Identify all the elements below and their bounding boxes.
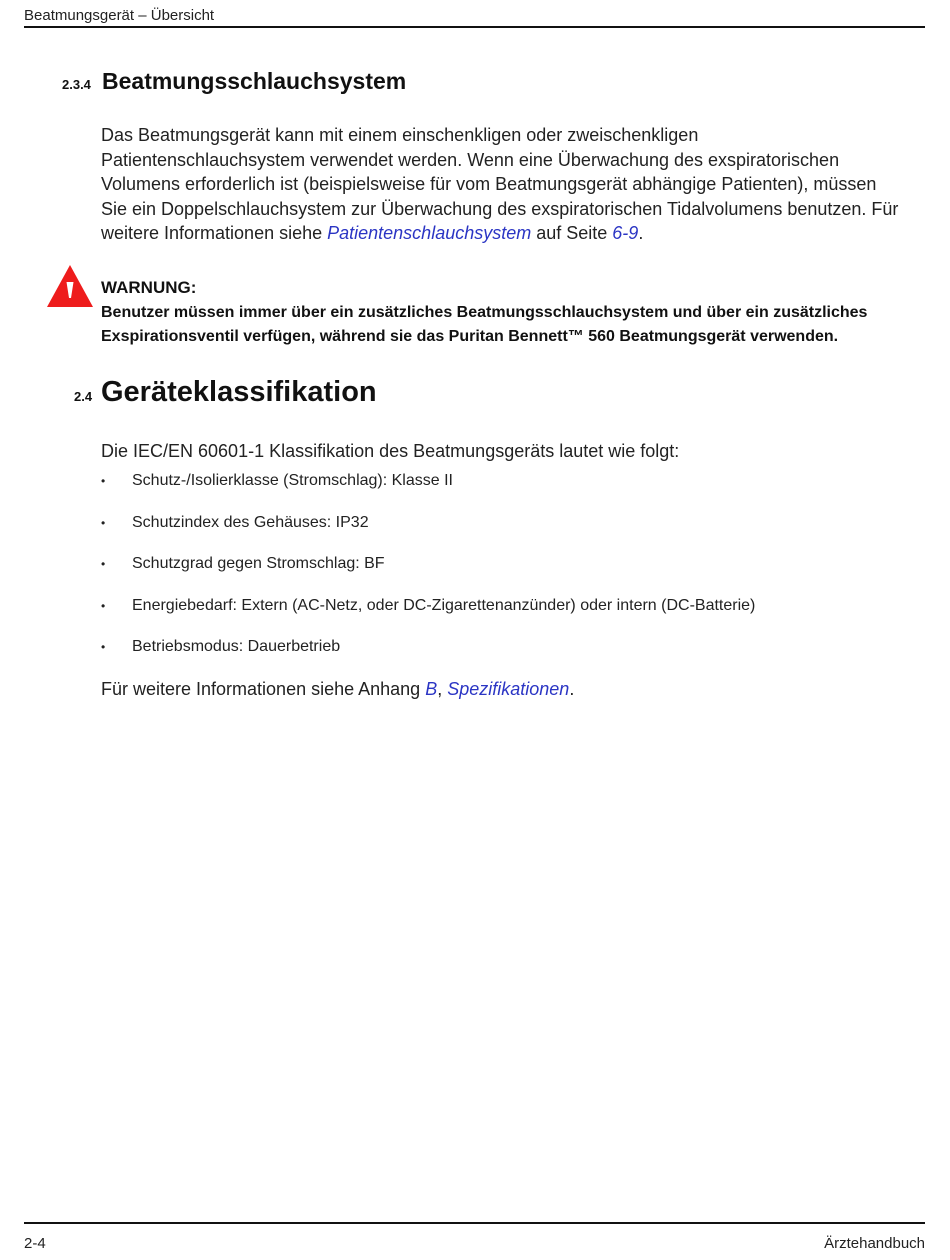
section-paragraph <box>101 123 901 246</box>
section-title: Beatmungsschlauchsystem <box>102 68 407 94</box>
paragraph-end: . <box>638 223 644 243</box>
bullet-icon: • <box>101 474 106 488</box>
footnote-text: Für weitere Informationen siehe Anhang <box>101 679 426 699</box>
paragraph-text: Das Beatmungsgerät kann mit einem einschenkligen oder zweischenkligen Patientenschlauchsystem verwendet werden. Wenn eine Überwachung des exspiratorischen Volumens erforderlich ist (beispielsweise für vom Beatmungsgerät abhängige Patienten), müssen Sie ein Doppelschlauchsystem zur Überwachung des exspiratorischen Tidalvolumens benutzen. Für weitere Informationen siehe <box>101 125 899 243</box>
footer-rule <box>24 1222 925 1224</box>
spezifikationen-link[interactable]: Spezifikationen <box>447 679 570 699</box>
appendix-reference <box>101 679 574 700</box>
appendix-b-link[interactable]: B <box>425 679 438 699</box>
list-item-text: Energiebedarf: Extern (AC-Netz, oder DC-Zigarettenanzünder) oder intern (DC-Batterie) <box>132 596 756 614</box>
section-title: Geräteklassifikation <box>101 376 377 408</box>
bullet-icon: • <box>101 640 106 654</box>
list-item-text: Betriebsmodus: Dauerbetrieb <box>132 638 341 655</box>
running-header: Beatmungsgerät – Übersicht <box>24 7 215 24</box>
paragraph-mid-text: auf Seite <box>531 223 613 243</box>
footnote-end: . <box>569 679 575 699</box>
classification-intro: Die IEC/EN 60601-1 Klassifikation des Beatmungsgeräts lautet wie folgt: <box>101 441 680 461</box>
bullet-icon: • <box>101 598 106 613</box>
list-item-text: Schutzindex des Gehäuses: IP32 <box>132 513 369 531</box>
section-heading-2-4 <box>74 376 377 409</box>
warning-title: WARNUNG: <box>101 278 197 297</box>
list-item-text: Schutzgrad gegen Stromschlag: BF <box>132 555 385 572</box>
page-number: 2-4 <box>24 1235 46 1252</box>
bullet-icon: • <box>101 515 106 530</box>
patientenschlauchsystem-link[interactable]: Patientenschlauchsystem <box>327 223 532 243</box>
bullet-icon: • <box>101 557 106 571</box>
warning-triangle-icon <box>46 264 94 308</box>
warning-text: Benutzer müssen immer über ein zusätzliches Beatmungsschlauchsystem und über ein zusätzliches Exspirationsventil verfügen, während sie das Puritan Bennett™ 560 Beatmungsgerät verwenden. <box>101 304 868 345</box>
section-number: 2.4 <box>74 389 93 404</box>
section-number: 2.3.4 <box>62 77 91 92</box>
list-item-text: Schutz-/Isolierklasse (Stromschlag): Klasse II <box>132 472 453 489</box>
page-6-9-link[interactable]: 6-9 <box>612 223 639 243</box>
section-heading-2-3-4 <box>62 68 406 95</box>
footnote-separator: , <box>437 679 448 699</box>
book-title: Ärztehandbuch <box>824 1235 925 1252</box>
header-rule <box>24 26 925 28</box>
